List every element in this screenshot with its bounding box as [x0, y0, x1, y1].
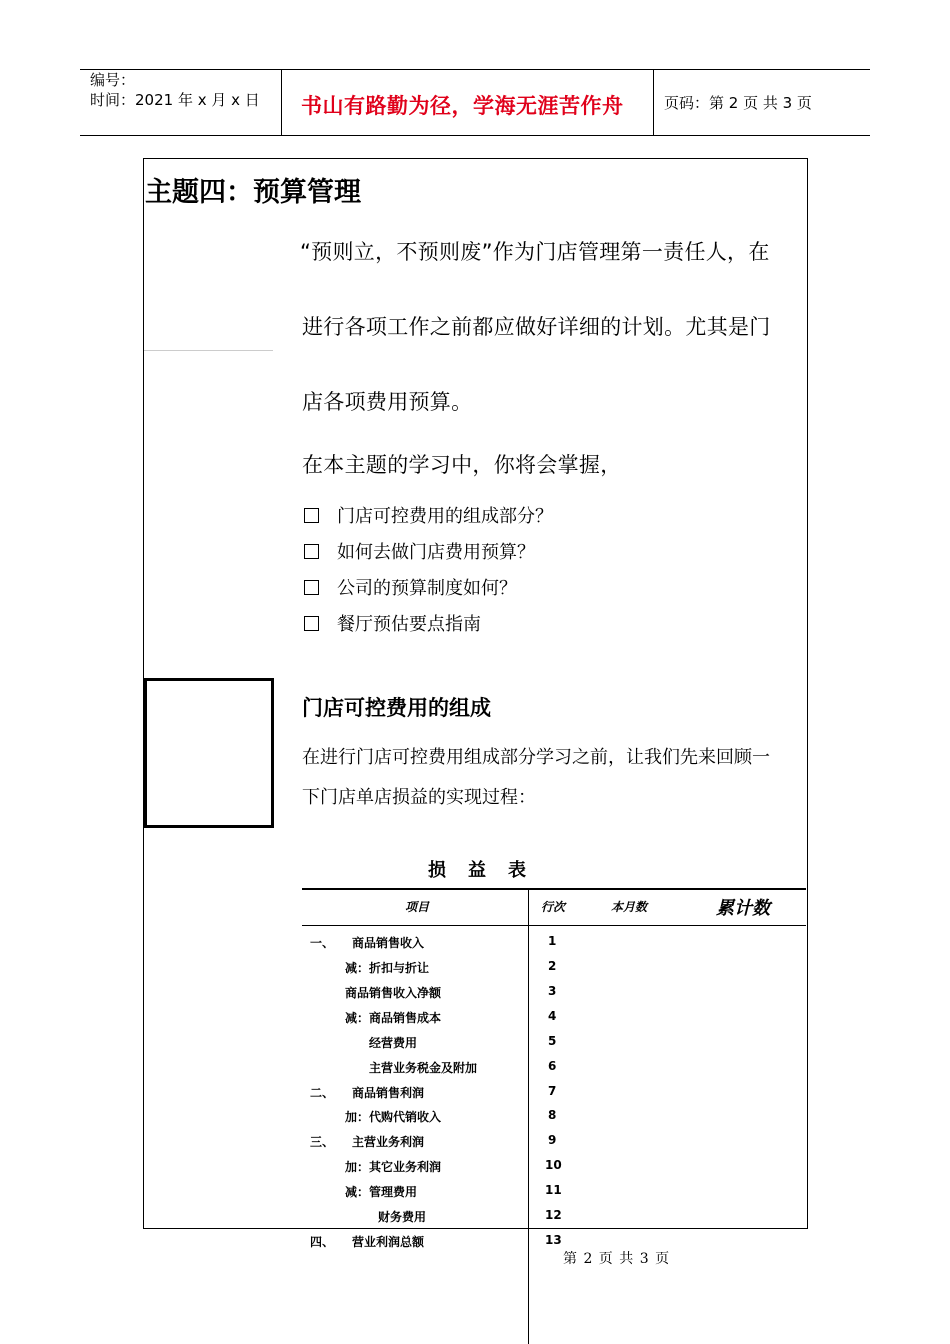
row-number: 6 — [548, 1059, 557, 1073]
row-prefix: 一、 — [310, 936, 335, 950]
checkbox-icon — [304, 616, 319, 631]
row-label: 商品销售利润 — [352, 1086, 425, 1100]
checklist-label: 公司的预算制度如何？ — [337, 578, 517, 599]
row-label: 主营业务利润 — [352, 1135, 425, 1149]
table-title: 损益表 — [428, 860, 548, 881]
checklist-item — [304, 610, 481, 636]
row-label: 商品销售收入净额 — [345, 986, 442, 1000]
row-label: 加：代购代销收入 — [345, 1110, 442, 1124]
row-number: 2 — [548, 959, 557, 973]
row-label: 主营业务税金及附加 — [369, 1061, 478, 1075]
row-prefix: 三、 — [310, 1135, 335, 1149]
intro-line: “预则立，不预则废”作为门店管理第一责任人，在 — [300, 240, 770, 264]
side-box — [144, 678, 274, 828]
table-top-rule — [302, 888, 806, 890]
intro-line: 进行各项工作之前都应做好详细的计划。尤其是门 — [302, 315, 771, 339]
row-number: 7 — [548, 1084, 557, 1098]
header-top-rule — [80, 69, 870, 70]
checkbox-icon — [304, 544, 319, 559]
section-para: 下门店单店损益的实现过程： — [302, 787, 536, 808]
row-number: 3 — [548, 984, 557, 998]
row-label: 营业利润总额 — [352, 1235, 425, 1249]
checklist-item — [304, 574, 517, 600]
row-label: 财务费用 — [378, 1210, 427, 1224]
row-number: 10 — [545, 1158, 562, 1172]
frame-bottom-rule — [143, 1228, 807, 1229]
header-motto: 书山有路勤为径，学海无涯苦作舟 — [301, 94, 624, 118]
row-number: 8 — [548, 1108, 557, 1122]
row-number: 5 — [548, 1034, 557, 1048]
left-column-rule — [144, 350, 273, 351]
header-divider — [653, 69, 654, 135]
table-header-rule — [302, 925, 806, 926]
checklist-label: 门店可控费用的组成部分？ — [337, 506, 553, 527]
checklist-item — [304, 502, 553, 528]
header-divider — [281, 69, 282, 135]
row-label: 商品销售收入 — [352, 936, 425, 950]
section-heading: 门店可控费用的组成 — [302, 696, 491, 720]
page-indicator: 页码：第 2 页 共 3 页 — [664, 94, 812, 112]
table-column-divider — [528, 890, 529, 1344]
row-label: 减：管理费用 — [345, 1185, 418, 1199]
checklist-item — [304, 538, 535, 564]
intro-line: 店各项费用预算。 — [302, 390, 473, 414]
header-bottom-rule — [80, 135, 870, 136]
doc-time-label: 时间：2021 年 x 月 x 日 — [90, 91, 260, 109]
row-prefix: 四、 — [310, 1235, 335, 1249]
row-number: 9 — [548, 1133, 557, 1147]
row-number: 1 — [548, 934, 557, 948]
doc-number-label: 编号： — [90, 71, 136, 89]
row-prefix: 二、 — [310, 1086, 335, 1100]
row-number: 11 — [545, 1183, 562, 1197]
section-para: 在进行门店可控费用组成部分学习之前，让我们先来回顾一 — [302, 747, 770, 768]
table-header-month: 本月数 — [611, 900, 648, 914]
checklist-label: 餐厅预估要点指南 — [337, 614, 481, 635]
row-number: 13 — [545, 1233, 562, 1247]
checkbox-icon — [304, 508, 319, 523]
page-footer: 第 2 页 共 3 页 — [563, 1251, 670, 1267]
row-label: 加：其它业务利润 — [345, 1160, 442, 1174]
row-label: 减：折扣与折让 — [345, 961, 430, 975]
row-label: 经营费用 — [369, 1036, 418, 1050]
table-header-cumulative: 累计数 — [716, 898, 770, 919]
checkbox-icon — [304, 580, 319, 595]
row-number: 4 — [548, 1009, 557, 1023]
table-header-item: 项目 — [405, 900, 430, 914]
table-header-row: 行次 — [541, 900, 566, 914]
row-label: 减：商品销售成本 — [345, 1011, 442, 1025]
learn-intro: 在本主题的学习中，你将会掌握， — [302, 453, 622, 477]
page-title: 主题四：预算管理 — [145, 177, 361, 208]
checklist-label: 如何去做门店费用预算？ — [337, 542, 535, 563]
row-number: 12 — [545, 1208, 562, 1222]
